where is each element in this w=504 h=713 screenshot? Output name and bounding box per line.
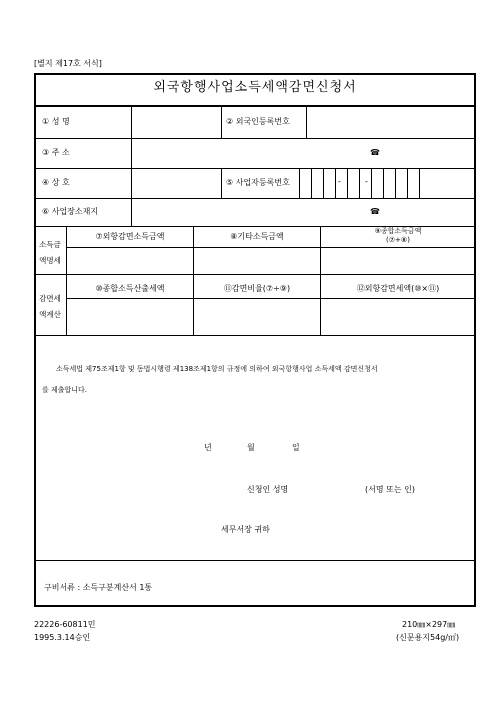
biz-reg-dash: - [338, 177, 341, 186]
col8-input[interactable] [194, 248, 319, 273]
row-divider [34, 274, 476, 275]
address-field[interactable] [132, 139, 474, 167]
paper-type: (신문용지54g/㎡) [396, 633, 460, 642]
biz-reg-field[interactable] [300, 169, 474, 197]
location-label: ⑥ 사업장소재지 [42, 207, 99, 216]
col-divider [221, 105, 222, 138]
reduction-side-label: 감면세 액계산 [39, 294, 61, 319]
name-field[interactable] [132, 106, 220, 137]
name-label: ① 성 명 [42, 117, 70, 126]
date-year-label: 년 [204, 443, 212, 452]
row-divider [34, 335, 476, 336]
col-divider [221, 168, 222, 198]
col9-header: ⑨종합소득금액 (⑦+⑧) [374, 227, 422, 244]
col11-header: ⑪감면비율(⑦÷⑨) [223, 284, 291, 293]
trade-name-field[interactable] [132, 169, 220, 197]
statement-line-1: 소득세법 제75조제1항 및 동법시행령 제138조제1항의 규정에 의하여 외국항행사업 소득세액 감면신청서 [56, 365, 378, 373]
signature-label: (서명 또는 인) [365, 485, 415, 494]
biz-reg-label: ⑤ 사업자등록번호 [226, 178, 290, 187]
form-number: [별지 제17호 서식] [34, 59, 102, 68]
paper-size: 210㎜×297㎜ [402, 620, 456, 629]
address-label: ③ 주 소 [42, 148, 70, 157]
foreign-reg-label: ② 외국인등록번호 [226, 117, 290, 126]
trade-name-label: ④ 상 호 [42, 178, 70, 187]
income-side-label: 소득금 액명세 [39, 240, 61, 265]
form-title: 외국항행사업소득세액감면신청서 [153, 80, 357, 95]
col12-header: ⑫외항감면세액(⑩×⑪) [356, 284, 440, 293]
col10-input[interactable] [67, 299, 192, 334]
col10-header: ⑩종합소득산출세액 [95, 284, 165, 293]
col8-header: ⑧기타소득금액 [230, 232, 284, 241]
applicant-label: 신청인 성명 [247, 485, 289, 494]
recipient-label: 세무서장 귀하 [221, 525, 270, 534]
biz-reg-dash: - [365, 177, 368, 186]
phone-icon: ☎ [370, 148, 380, 157]
foreign-reg-field[interactable] [307, 106, 474, 137]
row-divider [34, 560, 476, 561]
location-field[interactable] [132, 199, 474, 225]
approval-date: 1995.3.14승인 [34, 633, 91, 642]
col7-input[interactable] [67, 248, 192, 273]
phone-icon: ☎ [370, 207, 380, 216]
attachments-label: 구비서류 : 소득구분계산서 1통 [44, 583, 153, 592]
statement-line-2: 를 제출합니다. [42, 386, 88, 394]
col12-input[interactable] [321, 299, 474, 334]
date-day-label: 일 [292, 443, 300, 452]
form-code: 22226-60811민 [34, 620, 96, 629]
col9-input[interactable] [321, 248, 474, 273]
col11-input[interactable] [194, 299, 319, 334]
col7-header: ⑦외항감면소득금액 [95, 232, 165, 241]
date-month-label: 월 [247, 443, 255, 452]
